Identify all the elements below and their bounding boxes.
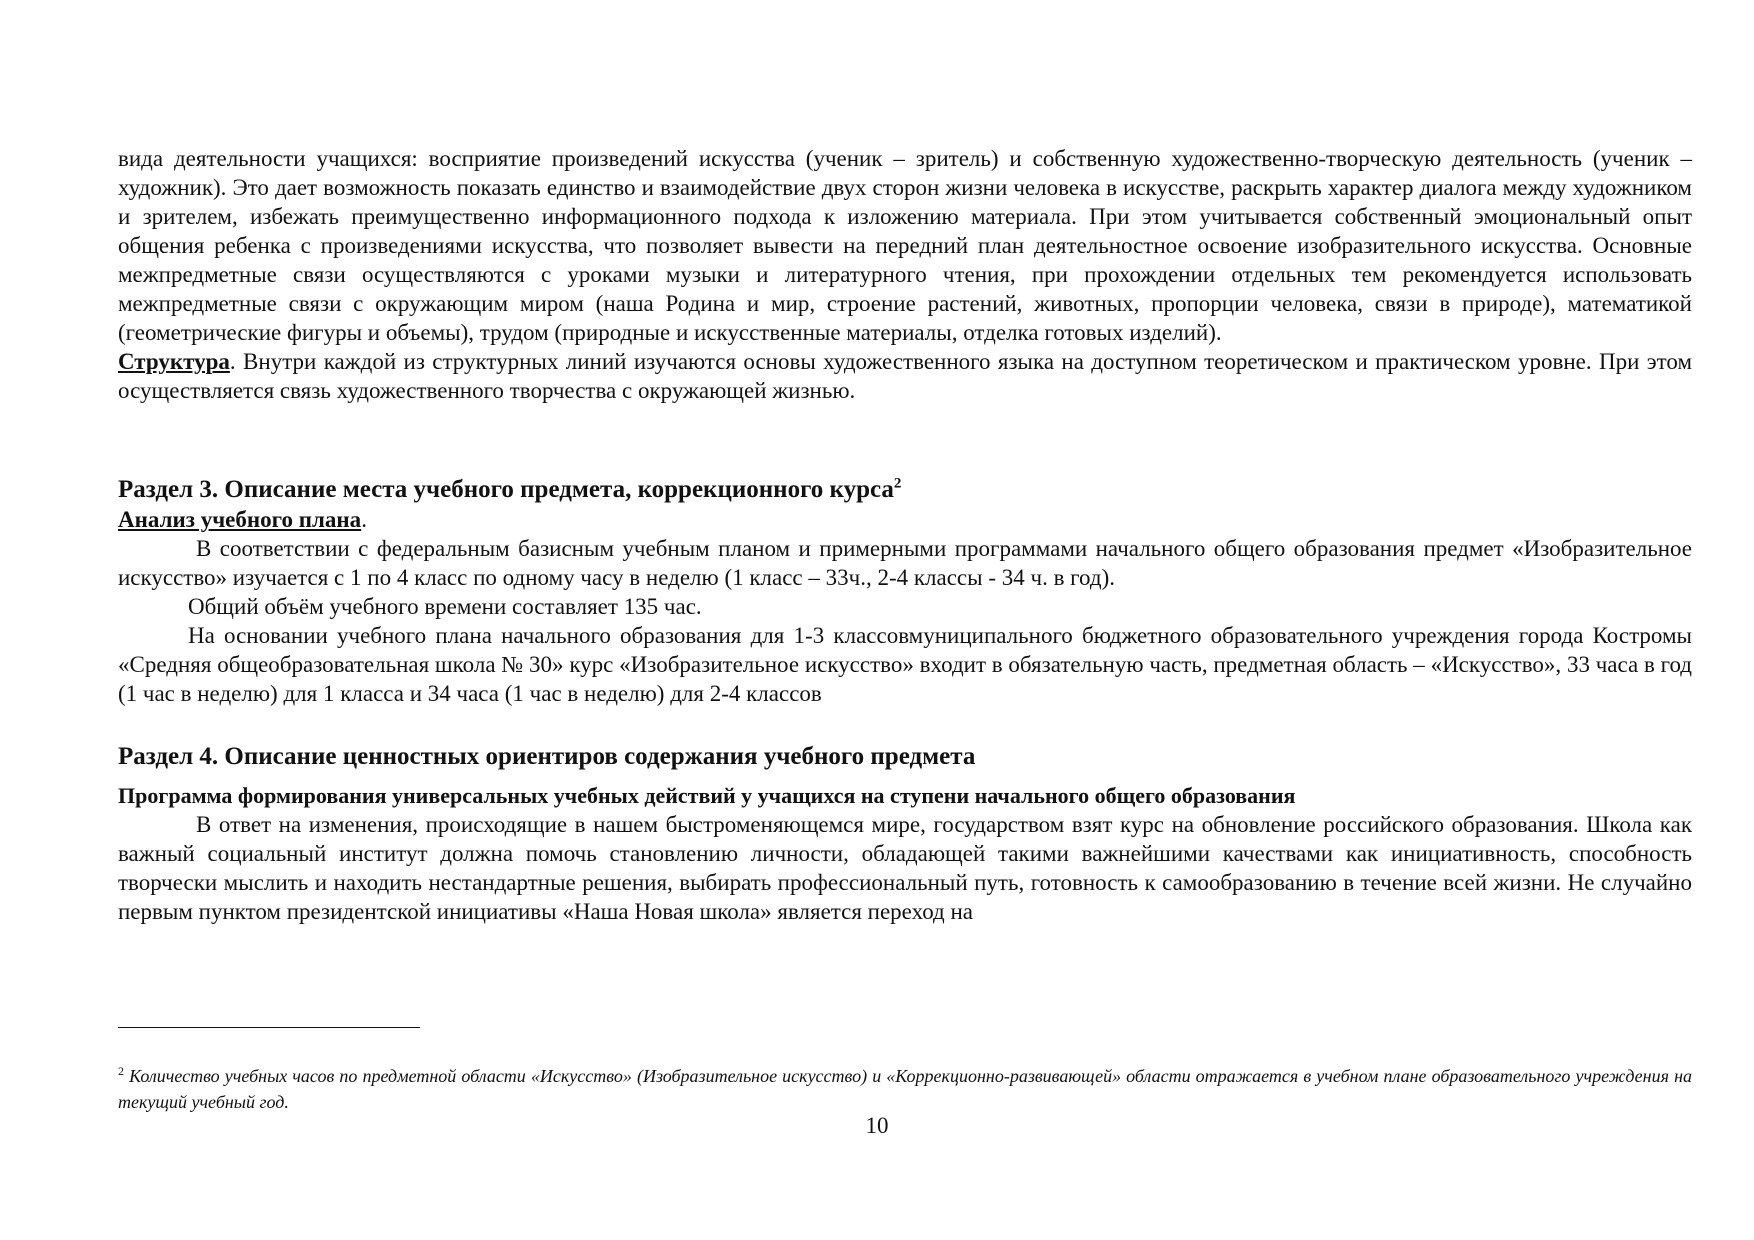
footnote-separator xyxy=(118,1027,420,1028)
spacer xyxy=(118,772,1692,782)
page-body xyxy=(118,144,1692,926)
spacer xyxy=(118,708,1692,742)
footnote xyxy=(118,1058,1692,1115)
section-3-paragraph-1: В соответствии с федеральным базисным учебным планом и примерными программами начального общего образования предмет «Изобразительное искусство» изучается с 1 по 4 класс по одному часу в неделю (1 класс – 33ч., 2-4 классы - 34 ч. в год). xyxy=(118,536,1692,590)
intro-paragraph: вида деятельности учащихся: восприятие произведений искусства (ученик – зритель) и собственную художественно-творческую деятельность (ученик – художник). Это дает возможность показать единство и взаимодействие двух сторон жизни человека в искусстве, раскрыть характер диалога между художником и зрителем, избежать преимущественно информационного подхода к изложению материала. При этом учитывается собственный эмоциональный опыт общения ребенка с произведениями искусства, что позволяет вывести на передний план деятельностное освоение изобразительного искусства. Основные межпредметные связи осуществляются с уроками музыки и литературного чтения, при прохождении отдельных тем рекомендуется использовать межпредметные связи с окружающим миром (наша Родина и мир, строение растений, животных, пропорции человека, связи в природе), математикой (геометрические фигуры и объемы), трудом (природные и искусственные материалы, отделка готовых изделий). xyxy=(118,146,1692,345)
section-4-title: Раздел 4. Описание ценностных ориентиров содержания учебного предмета xyxy=(118,743,976,770)
section-4-paragraph: В ответ на изменения, происходящие в нашем быстроменяющемся мире, государством взят курс на обновление российского образования. Школа как важный социальный институт должна помочь становлению личности, обладающей такими важнейшими качествами как инициативность, способность творчески мыслить и находить нестандартные решения, выбирать профессиональный путь, готовность к самообразованию в течение всей жизни. Не случайно первым пунктом президентской инициативы «Наша Новая школа» является переход на xyxy=(118,812,1692,924)
structure-label: Структура xyxy=(118,349,230,374)
footnote-number: 2 xyxy=(118,1064,124,1078)
section-3-subheading xyxy=(118,505,1692,534)
structure-paragraph xyxy=(118,347,1692,405)
footnote-reference: 2 xyxy=(893,475,902,492)
section-3-title xyxy=(118,475,1692,505)
section-3-paragraph-2: Общий объём учебного времени составляет 135 час. xyxy=(188,594,702,619)
curriculum-analysis-suffix: . xyxy=(361,507,367,532)
curriculum-analysis-heading: Анализ учебного плана xyxy=(118,507,362,532)
page-number: 10 xyxy=(865,1113,889,1138)
section-3-title-text: Раздел 3. Описание места учебного предмета, коррекционного курса xyxy=(118,476,894,503)
footnote-text: Количество учебных часов по предметной области «Искусство» (Изобразительное искусство) и «Коррекционно-развивающей» области отражается в учебном плане образовательного учреждения на текущий учебный год. xyxy=(118,1066,1692,1112)
section-3-paragraph-3: На основании учебного плана начального образования для 1-3 классовмуниципального бюджетного образовательного учреждения города Костромы «Средняя общеобразовательная школа № 30» курс «Изобразительное искусство» входит в обязательную часть, предметная область – «Искусство», 33 часа в год (1 час в неделю) для 1 класса и 34 часа (1 час в неделю) для 2-4 классов xyxy=(118,623,1692,706)
spacer xyxy=(118,405,1692,475)
structure-text: . Внутри каждой из структурных линий изучаются основы художественного языка на доступном теоретическом и практическом уровне. При этом осуществляется связь художественного творчества с окружающей жизнью. xyxy=(118,349,1692,403)
section-4-subheading: Программа формирования универсальных учебных действий у учащихся на ступени начального общего образования xyxy=(118,783,1296,808)
